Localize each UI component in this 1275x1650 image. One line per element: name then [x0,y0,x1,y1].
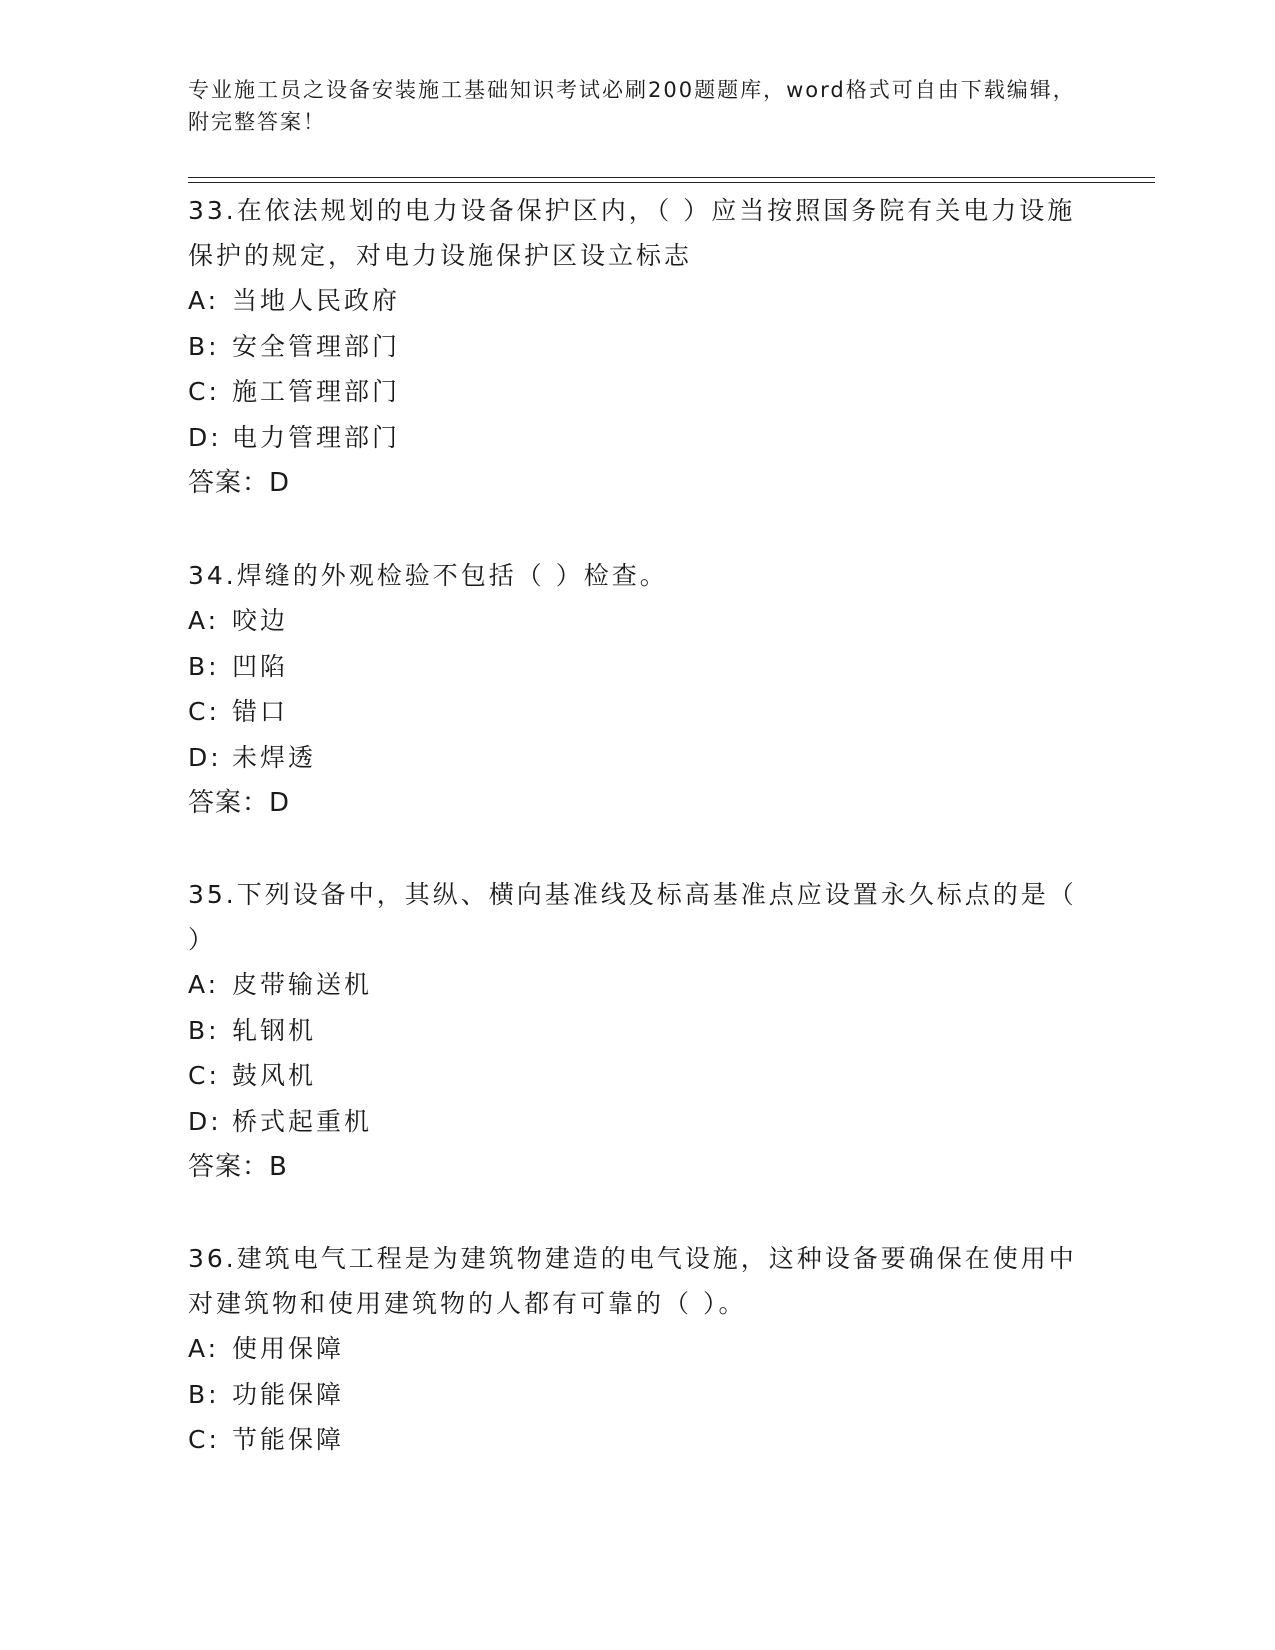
header-divider-bottom [188,182,1155,183]
answer-line: 答案：D [188,468,291,498]
option-letter: B: [188,1015,220,1045]
option-letter: D: [188,1106,222,1136]
option-text: 施工管理部门 [232,377,401,406]
option-c [188,369,1088,415]
option-letter: C: [188,1061,220,1090]
option-letter: C: [188,1425,220,1454]
option-a [188,962,1088,1008]
question-stem: 35.下列设备中，其纵、横向基准线及标高基准点应设置永久标点的是（ ） [188,880,1077,954]
option-text: 安全管理部门 [232,331,401,361]
option-text: 轧钢机 [232,1015,317,1045]
option-c [188,689,1088,735]
option-text: 皮带输送机 [232,970,373,999]
option-letter: D: [188,422,222,452]
option-letter: B: [188,651,220,681]
option-letter: A: [188,606,220,635]
option-letter: B: [188,1379,220,1409]
option-letter: A: [188,1334,220,1363]
option-letter: C: [188,697,220,726]
answer-line: 答案：B [188,1152,288,1182]
option-d [188,735,1088,781]
option-text: 鼓风机 [232,1061,317,1090]
option-text: 使用保障 [232,1334,345,1363]
option-letter: D: [188,742,222,772]
option-letter: C: [188,377,220,406]
option-text: 功能保障 [232,1379,345,1409]
option-c [188,1417,1088,1463]
option-text: 当地人民政府 [232,286,401,315]
option-c [188,1053,1088,1099]
question-stem: 36.建筑电气工程是为建筑物建造的电气设施，这种设备要确保在使用中对建筑物和使用建筑物的人都有可靠的（ ）。 [188,1244,1077,1318]
option-d [188,415,1088,461]
option-letter: B: [188,331,220,361]
option-b [188,1008,1088,1054]
option-a [188,598,1088,644]
question-35 [188,872,1088,1190]
question-34 [188,553,1088,826]
option-letter: A: [188,970,220,999]
question-stem: 33.在依法规划的电力设备保护区内，（ ）应当按照国务院有关电力设施保护的规定，对电力设施保护区设立标志 [188,196,1076,270]
document-header: 专业施工员之设备安装施工基础知识考试必刷200题题库，word格式可自由下载编辑，附完整答案！ [188,78,1076,134]
option-text: 未焊透 [232,742,317,772]
option-d [188,1099,1088,1145]
question-33 [188,188,1088,506]
option-text: 错口 [232,697,289,726]
option-b [188,324,1088,370]
answer-line: 答案：D [188,788,291,818]
option-text: 节能保障 [232,1425,345,1454]
header-divider-top [188,177,1155,178]
option-text: 咬边 [232,606,289,635]
question-36 [188,1236,1088,1463]
option-text: 凹陷 [232,651,289,681]
option-b [188,644,1088,690]
option-letter: A: [188,286,220,315]
option-text: 桥式起重机 [232,1106,373,1136]
option-b [188,1372,1088,1418]
question-stem: 34.焊缝的外观检验不包括（ ）检查。 [188,561,668,590]
option-a [188,278,1088,324]
option-a [188,1326,1088,1372]
option-text: 电力管理部门 [232,422,401,452]
